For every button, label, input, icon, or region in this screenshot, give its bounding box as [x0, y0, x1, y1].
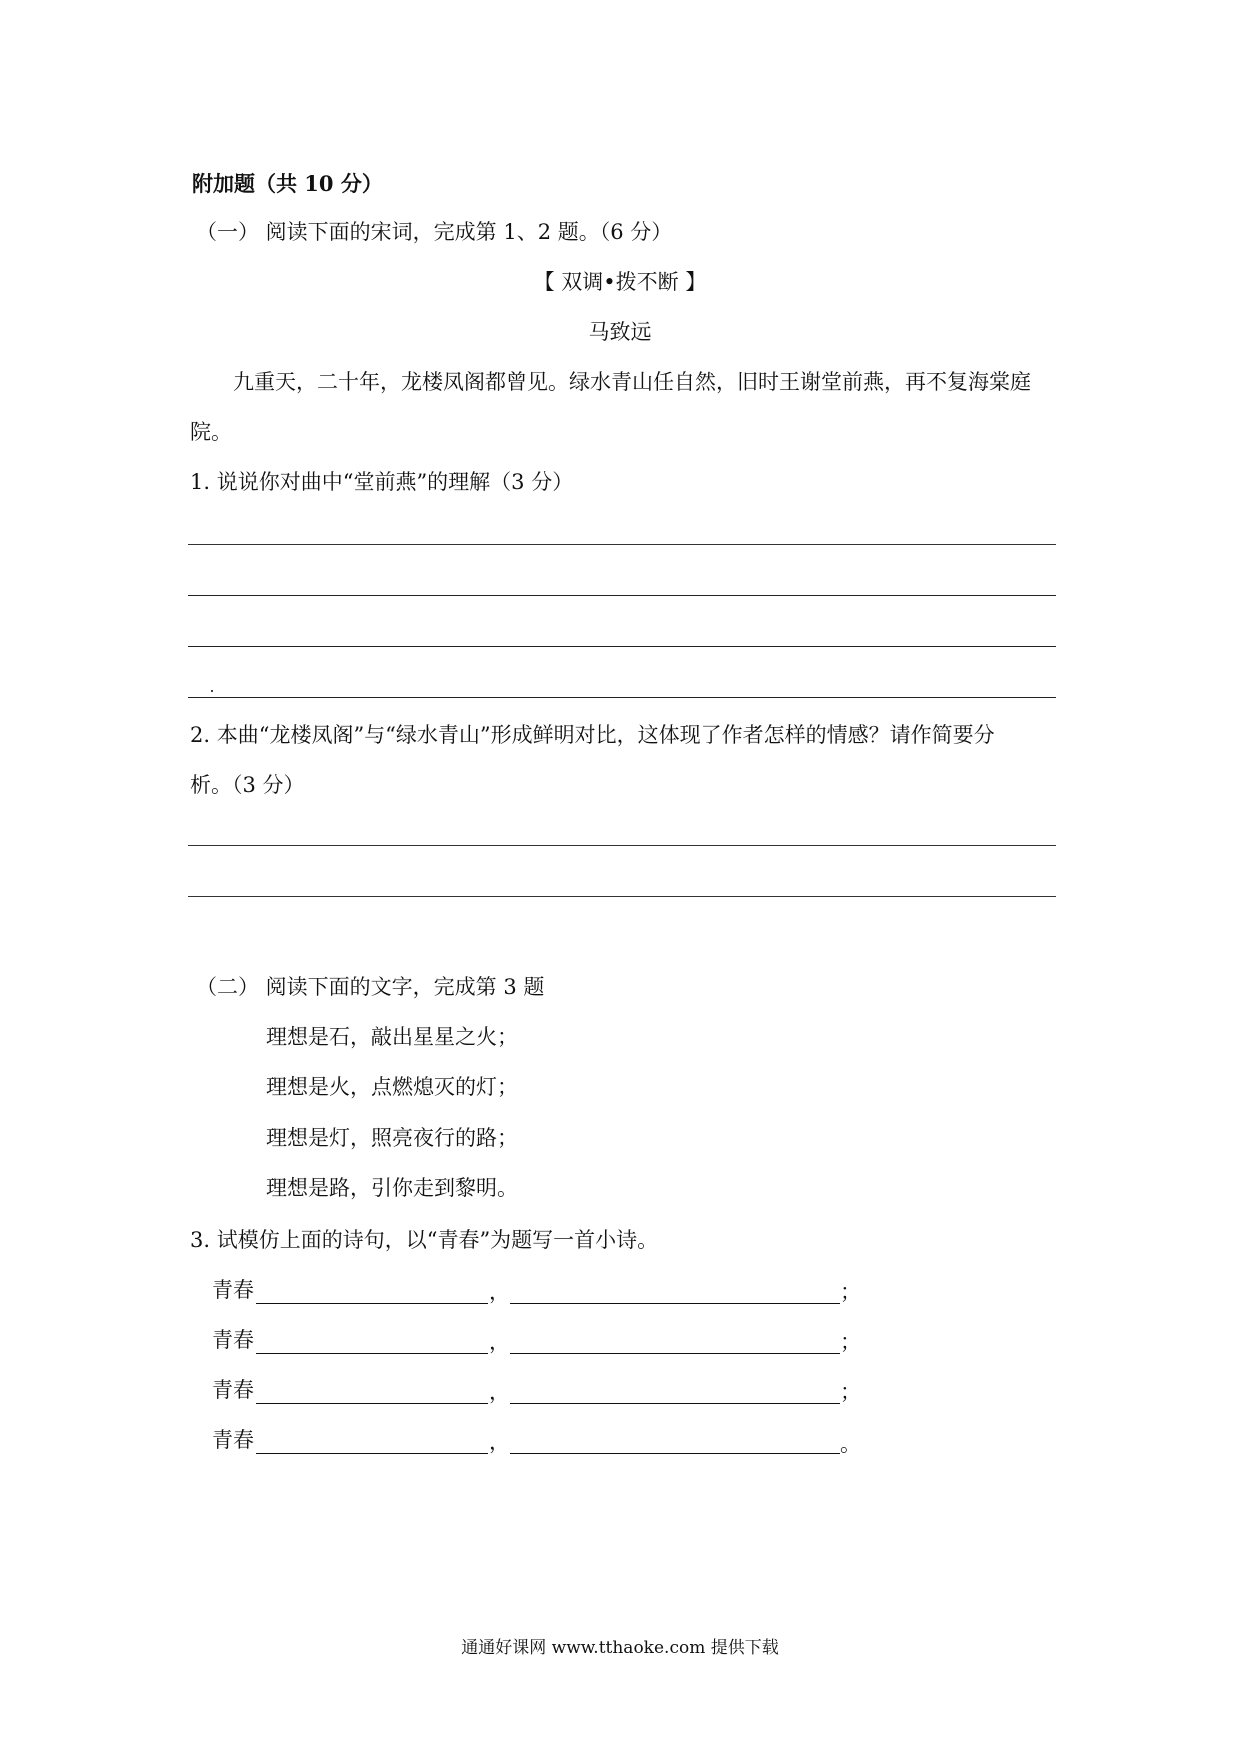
page-footer: 通通好课网 www.tthaoke.com 提供下载: [461, 1638, 779, 1658]
fill-row-comma: ，: [489, 1330, 510, 1354]
fill-row-prefix: 青春: [212, 1278, 254, 1302]
answer-line-q2-1[interactable]: [188, 845, 1056, 846]
poem-line-2: 院。: [190, 420, 232, 444]
part1-heading: （一） 阅读下面的宋词，完成第 1、2 题。（6 分）: [196, 220, 673, 244]
question-2-line-2: 析。（3 分）: [190, 773, 305, 797]
verse-2: 理想是火，点燃熄灭的灯；: [266, 1075, 518, 1099]
poem-author: 马致远: [588, 320, 652, 344]
poem-title: 【 双调•拨不断 】: [533, 270, 707, 294]
scan-speck: [211, 690, 213, 692]
fill-blank-right[interactable]: [510, 1303, 840, 1304]
fill-row-end: ；: [840, 1280, 861, 1304]
fill-blank-left[interactable]: [256, 1453, 488, 1454]
answer-line-q1-3[interactable]: [188, 646, 1056, 647]
answer-line-q1-4[interactable]: [188, 697, 1056, 698]
fill-blank-right[interactable]: [510, 1353, 840, 1354]
fill-blank-left[interactable]: [256, 1303, 488, 1304]
fill-row-comma: ，: [489, 1430, 510, 1454]
question-1: 1. 说说你对曲中“堂前燕”的理解（3 分）: [190, 470, 574, 494]
fill-blank-left[interactable]: [256, 1403, 488, 1404]
answer-line-q2-2[interactable]: [188, 896, 1056, 897]
fill-row-prefix: 青春: [212, 1428, 254, 1452]
question-2-line-1: 2. 本曲“龙楼凤阁”与“绿水青山”形成鲜明对比，这体现了作者怎样的情感？请作简要分: [190, 723, 995, 747]
verse-3: 理想是灯，照亮夜行的路；: [266, 1126, 518, 1150]
fill-row-end: ；: [840, 1330, 861, 1354]
section-title: 附加题（共 10 分）: [192, 171, 383, 196]
answer-line-q1-2[interactable]: [188, 595, 1056, 596]
fill-blank-right[interactable]: [510, 1403, 840, 1404]
question-3: 3. 试模仿上面的诗句，以“青春”为题写一首小诗。: [190, 1228, 659, 1252]
answer-line-q1-1[interactable]: [188, 544, 1056, 545]
fill-row-prefix: 青春: [212, 1328, 254, 1352]
part2-heading: （二） 阅读下面的文字，完成第 3 题: [196, 975, 545, 999]
fill-row-end: ；: [840, 1380, 861, 1404]
fill-row-prefix: 青春: [212, 1378, 254, 1402]
verse-4: 理想是路，引你走到黎明。: [266, 1176, 518, 1200]
fill-row-end: 。: [840, 1432, 861, 1456]
verse-1: 理想是石，敲出星星之火；: [266, 1025, 518, 1049]
poem-line-1: 九重天，二十年，龙楼凤阁都曾见。绿水青山任自然，旧时王谢堂前燕，再不复海棠庭: [233, 370, 1031, 394]
fill-row-comma: ，: [489, 1380, 510, 1404]
fill-blank-left[interactable]: [256, 1353, 488, 1354]
fill-blank-right[interactable]: [510, 1453, 840, 1454]
fill-row-comma: ，: [489, 1280, 510, 1304]
